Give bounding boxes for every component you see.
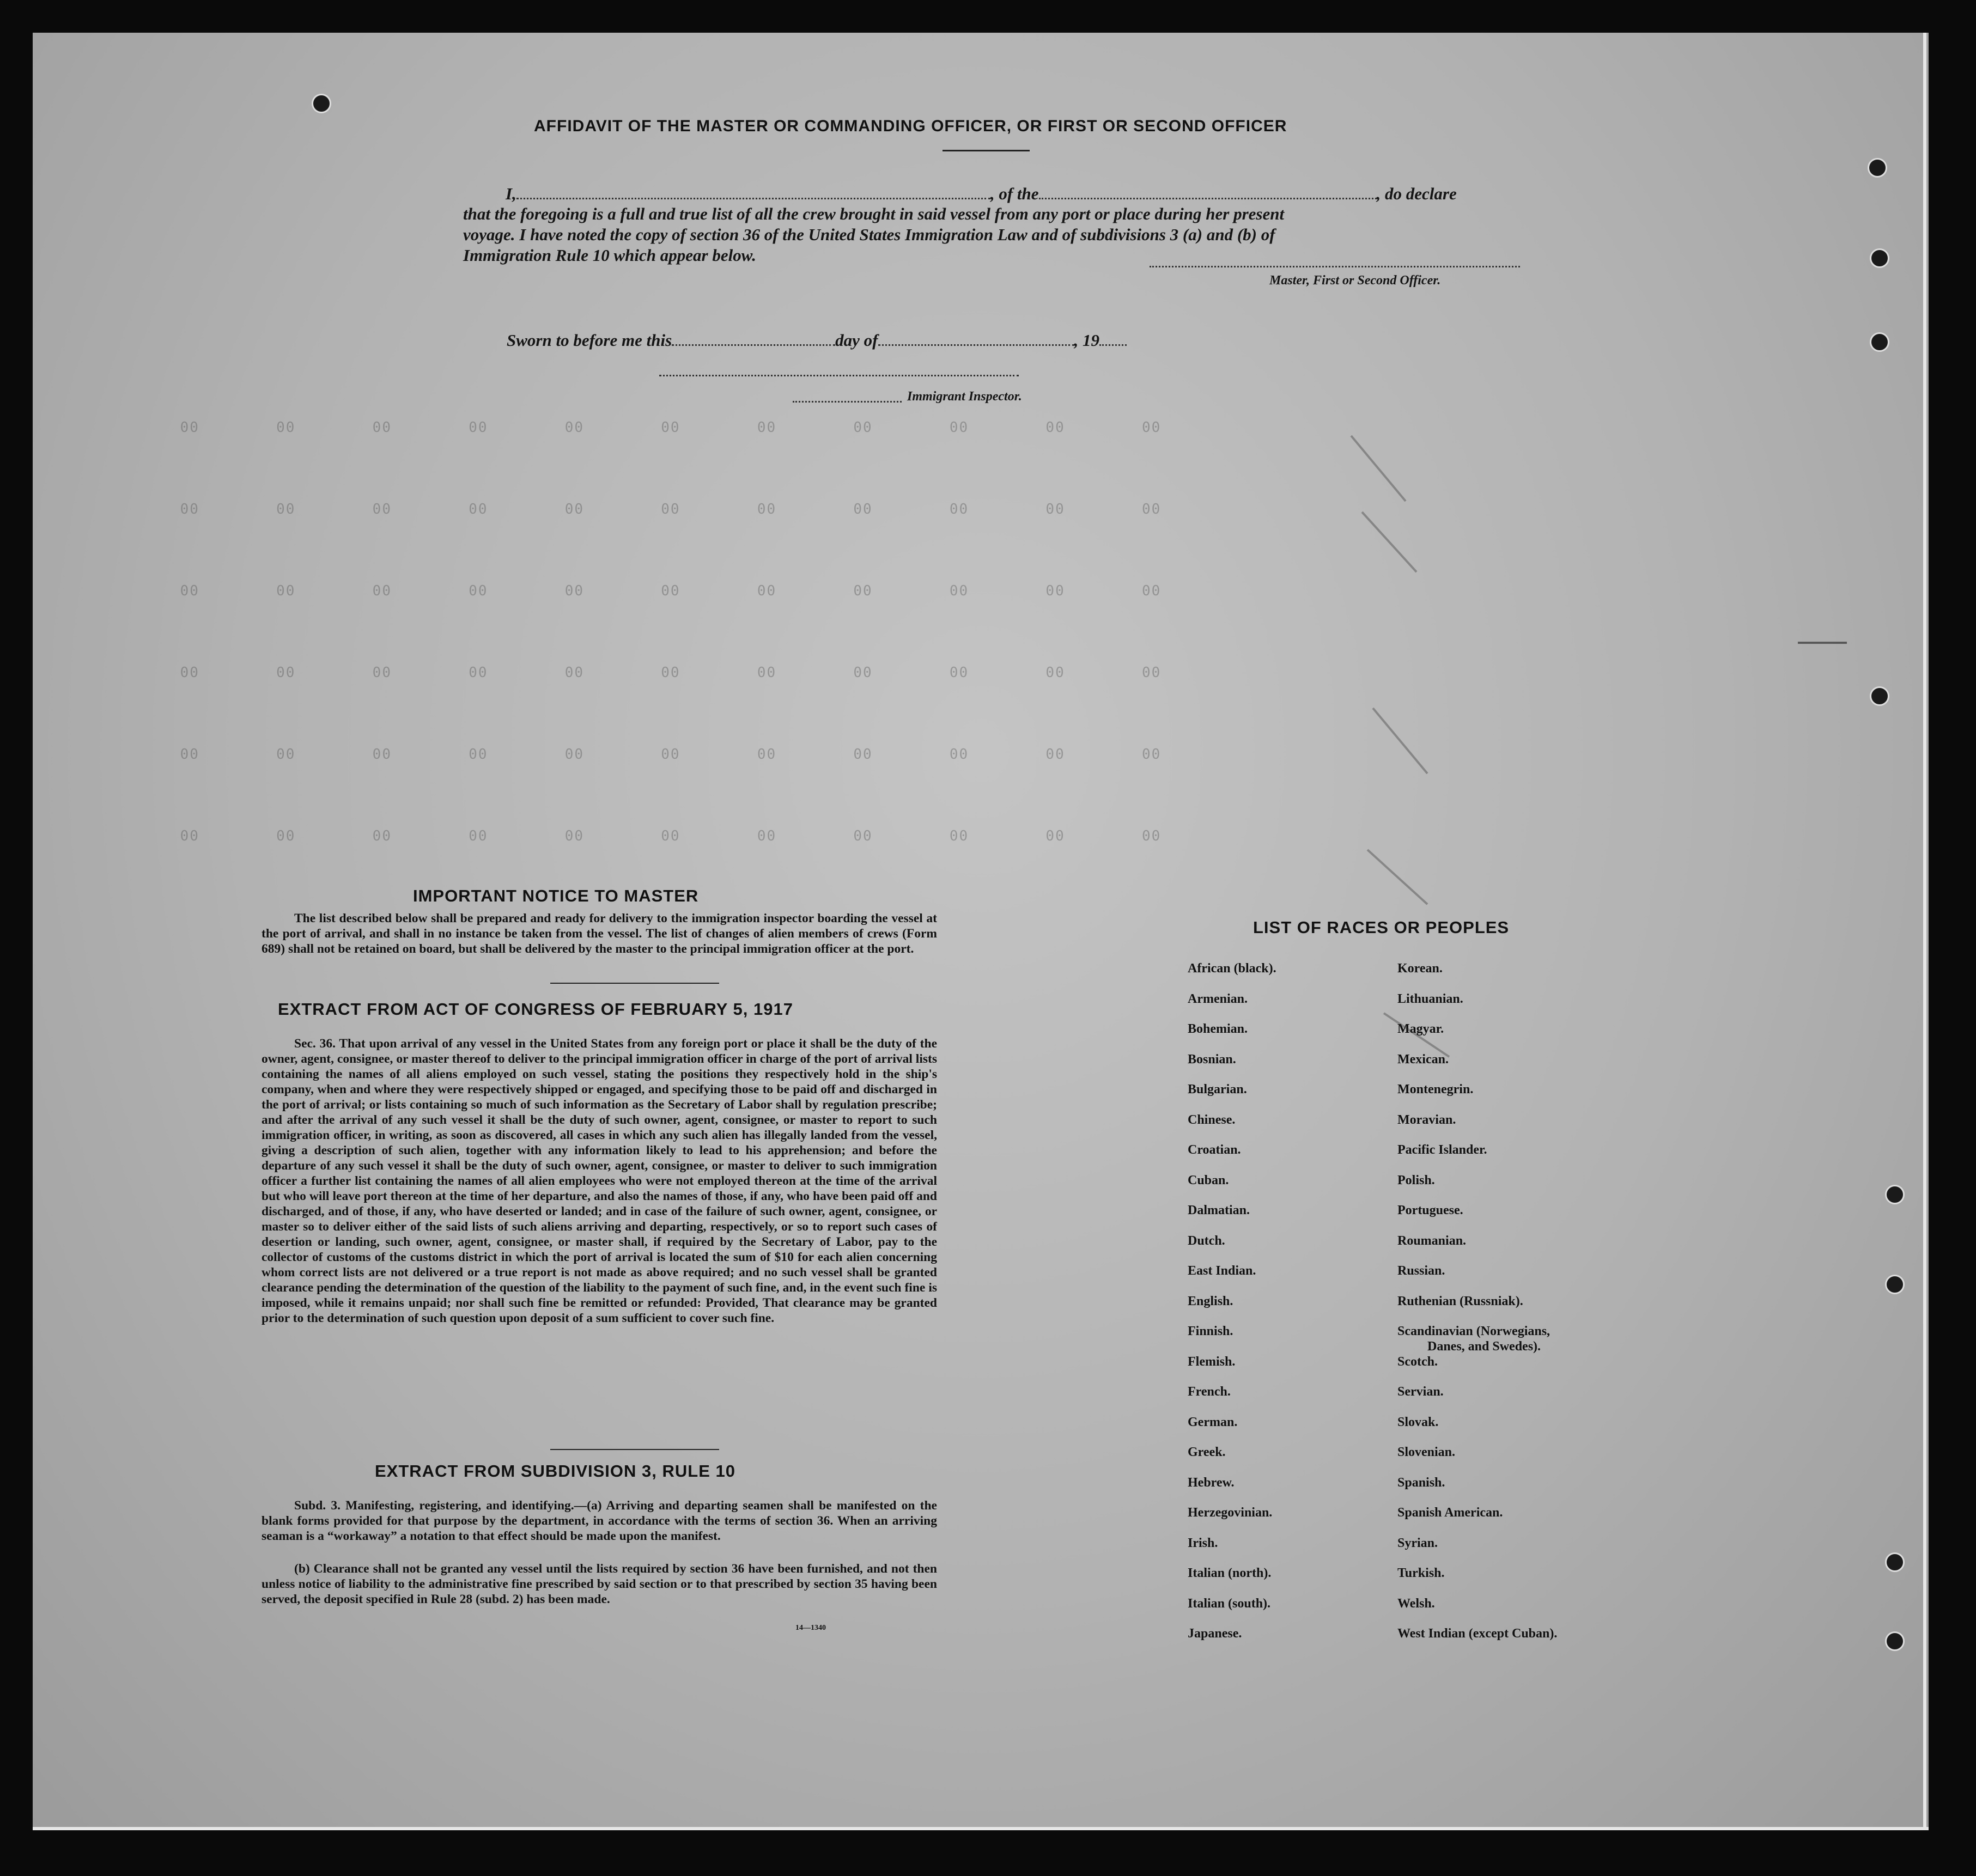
year-text: , 19 [1074, 331, 1099, 350]
name-blank [516, 182, 990, 199]
race-item: Servian. [1397, 1385, 1444, 1399]
affidavit-i: I, [506, 184, 516, 203]
punch-hole [1870, 332, 1889, 352]
race-item: Spanish American. [1397, 1506, 1503, 1520]
bleed-through-texture: 00 00 00 00 00 00 00 00 00 00 00 [142, 583, 1162, 599]
signature-blank [1150, 251, 1520, 267]
race-item: Bosnian. [1188, 1052, 1236, 1067]
act-text: Sec. 36. That upon arrival of any vessel in the United States from any foreign port or place it shall be the duty of the owner, agent, consignee, or master thereof to deliver to the principal immigration officer in charge of the port of arrival lists containing the names of all aliens employed on such vessel, stating the positions they respectively hold in the ship's company, when and where they were respectively shipped or engaged, and specifying those to be paid off and discharged in the port of arrival; or lists containing so much of such information as the Secretary of Labor shall by regulation prescribe; and after the arrival of any such vessel it shall be the duty of such owner, agent, consignee, or master to report to such immigration officer, in writing, as soon as discovered, all cases in which any such alien has illegally landed from the vessel, giving a description of such alien, together with any information likely to lead to his apprehension; and before the departure of any such vessel it shall be the duty of such owner, agent, consignee, or master to deliver to such immigration officer a further list containing the names of all alien employees who were not employed thereon at the time of the arrival but who will leave port thereon at the time of her departure, and also the names of those, if any, who have been paid off and discharged, and of those, if any, who have deserted or landed; and in case of the failure of such owner, agent, consignee, or master so to deliver either of the said lists of such aliens arriving and departing, respectively, or so to report such cases of desertion or landing, such owner, agent, consignee, or master shall, if required by the Secretary of Labor, pay to the collector of customs of the customs district in which the port of arrival is located the sum of $10 for each alien concerning whom correct lists are not delivered or a true report is not made as above required; and no such vessel shall be granted clearance pending the determination of the question of the liability to the payment of such fine, and, in the event such fine is imposed, while it remains unpaid; nor shall such fine be remitted or refunded: Provided, That clearance may be granted prior to the determination of such question upon deposit of a sum sufficient to cover such fine. [262, 1037, 937, 1325]
race-item: English. [1188, 1294, 1233, 1308]
bleed-through-texture: 00 00 00 00 00 00 00 00 00 00 00 [142, 746, 1162, 763]
race-item: Flemish. [1188, 1354, 1236, 1369]
race-item: East Indian. [1188, 1264, 1256, 1278]
race-item: Mexican. [1397, 1052, 1449, 1067]
page-edge-right [1923, 33, 1926, 1830]
race-item: Italian (south). [1188, 1596, 1271, 1611]
bleed-through-texture: 00 00 00 00 00 00 00 00 00 00 00 [142, 419, 1162, 436]
race-item: Korean. [1397, 961, 1443, 976]
race-item: Italian (north). [1188, 1566, 1272, 1580]
race-item: German. [1188, 1415, 1238, 1429]
form-number: 14—1340 [795, 1624, 826, 1632]
sworn-line [507, 329, 1127, 350]
race-item: Bohemian. [1188, 1022, 1248, 1036]
affidavit-line-4: Immigration Rule 10 which appear below. [463, 246, 756, 265]
punch-hole [312, 94, 331, 113]
document-page [33, 33, 1929, 1830]
race-item: Armenian. [1188, 991, 1248, 1006]
race-item: Magyar. [1397, 1022, 1444, 1036]
affidavit-title: AFFIDAVIT OF THE MASTER OR COMMANDING OFFICER, OR FIRST OR SECOND OFFICER [534, 117, 1287, 135]
affidavit-declare: , do declare [1376, 184, 1457, 203]
rule-title: EXTRACT FROM SUBDIVISION 3, RULE 10 [375, 1461, 735, 1481]
bleed-through-texture: 00 00 00 00 00 00 00 00 00 00 00 [142, 501, 1162, 517]
day-of-text: day of [835, 331, 878, 350]
race-item: Japanese. [1188, 1627, 1242, 1641]
sworn-day-blank [672, 329, 835, 346]
race-item: Greek. [1188, 1445, 1226, 1459]
race-item: African (black). [1188, 961, 1276, 976]
bleed-through-texture: 00 00 00 00 00 00 00 00 00 00 00 [142, 665, 1162, 681]
race-item: Croatian. [1188, 1143, 1241, 1157]
title-underline [943, 150, 1030, 151]
year-blank [1099, 329, 1127, 346]
rule-text-b: (b) Clearance shall not be granted any vessel until the lists required by section 36 have been furnished, and not then unless notice of liability to the administrative fine prescribed by said section or to that prescribed by section 35 having been served, the deposit specified in Rule 28 (subd. 2) has been made. [262, 1562, 937, 1606]
punch-hole [1885, 1185, 1905, 1204]
race-item: Moravian. [1397, 1112, 1456, 1127]
punch-hole [1870, 248, 1889, 268]
race-item: Irish. [1188, 1536, 1218, 1550]
races-title: LIST OF RACES OR PEOPLES [1253, 918, 1510, 937]
race-item: Chinese. [1188, 1112, 1236, 1127]
race-item: Ruthenian (Russniak). [1397, 1294, 1523, 1308]
race-item: Montenegrin. [1397, 1082, 1474, 1097]
race-item: Portuguese. [1397, 1203, 1463, 1217]
race-item: Pacific Islander. [1397, 1143, 1487, 1157]
month-blank [878, 329, 1074, 346]
rule-text-a: Subd. 3. Manifesting, registering, and identifying.—(a) Arriving and departing seamen shall be manifested on the blank forms provided for that purpose by the department, in accordance with the terms of section 36. When an arriving seaman is a “workaway” a notation to that effect should be made upon the manifest. [262, 1499, 937, 1543]
sworn-text: Sworn to before me this [507, 331, 672, 350]
affidavit-line-2: that the foregoing is a full and true list of all the crew brought in said vessel from any port or place during her present [463, 204, 1285, 223]
race-item: Spanish. [1397, 1475, 1445, 1490]
punch-hole [1885, 1631, 1905, 1651]
race-item: Cuban. [1188, 1173, 1229, 1187]
race-item: Scotch. [1397, 1354, 1438, 1369]
race-item: Slovenian. [1397, 1445, 1456, 1459]
section-divider [550, 983, 719, 984]
race-item: Slovak. [1397, 1415, 1439, 1429]
race-item: Hebrew. [1188, 1475, 1235, 1490]
race-item: Scandinavian (Norwegians, [1397, 1324, 1551, 1338]
race-item: Herzegovinian. [1188, 1506, 1273, 1520]
race-item: French. [1188, 1385, 1231, 1399]
inspector-signature-blank [659, 360, 1019, 376]
inspector-blank-left [793, 386, 902, 403]
affidavit-line-1 [506, 182, 1457, 204]
punch-hole [1885, 1552, 1905, 1572]
race-item: Russian. [1397, 1264, 1445, 1278]
section-divider [550, 1449, 719, 1450]
race-item: Syrian. [1397, 1536, 1438, 1550]
race-item: Lithuanian. [1397, 991, 1463, 1006]
notice-text: The list described below shall be prepared and ready for delivery to the immigration inspector boarding the vessel at the port of arrival, and shall in no instance be taken from the vessel. The list of changes of alien members of crews (Form 689) shall not be retained on board, but shall be delivered by the master to the principal immigration officer at the port. [262, 911, 937, 956]
act-title: EXTRACT FROM ACT OF CONGRESS OF FEBRUARY 5, 1917 [278, 1000, 793, 1019]
punch-hole [1870, 686, 1889, 706]
race-item: Finnish. [1188, 1324, 1233, 1338]
signature-label: Master, First or Second Officer. [1269, 273, 1441, 288]
race-item: Roumanian. [1397, 1233, 1467, 1248]
notice-title: IMPORTANT NOTICE TO MASTER [413, 886, 699, 905]
race-item: Dalmatian. [1188, 1203, 1250, 1217]
race-item: Bulgarian. [1188, 1082, 1247, 1097]
race-item: Polish. [1397, 1173, 1435, 1187]
inspector-label: Immigrant Inspector. [907, 389, 1022, 404]
punch-hole [1868, 158, 1887, 178]
affidavit-of-the: , of the [990, 184, 1039, 203]
race-item: Dutch. [1188, 1233, 1225, 1248]
race-item: West Indian (except Cuban). [1397, 1627, 1558, 1641]
affidavit-line-3: voyage. I have noted the copy of section 36 of the United States Immigration Law and of subdivisions 3 (a) and (b) of [463, 225, 1275, 244]
race-item: Danes, and Swedes). [1427, 1339, 1541, 1354]
punch-hole [1885, 1275, 1905, 1294]
bleed-through-texture: 00 00 00 00 00 00 00 00 00 00 00 [142, 828, 1162, 844]
vessel-blank [1039, 182, 1377, 199]
race-item: Welsh. [1397, 1596, 1435, 1611]
page-edge-bottom [33, 1827, 1929, 1830]
race-item: Turkish. [1397, 1566, 1445, 1580]
